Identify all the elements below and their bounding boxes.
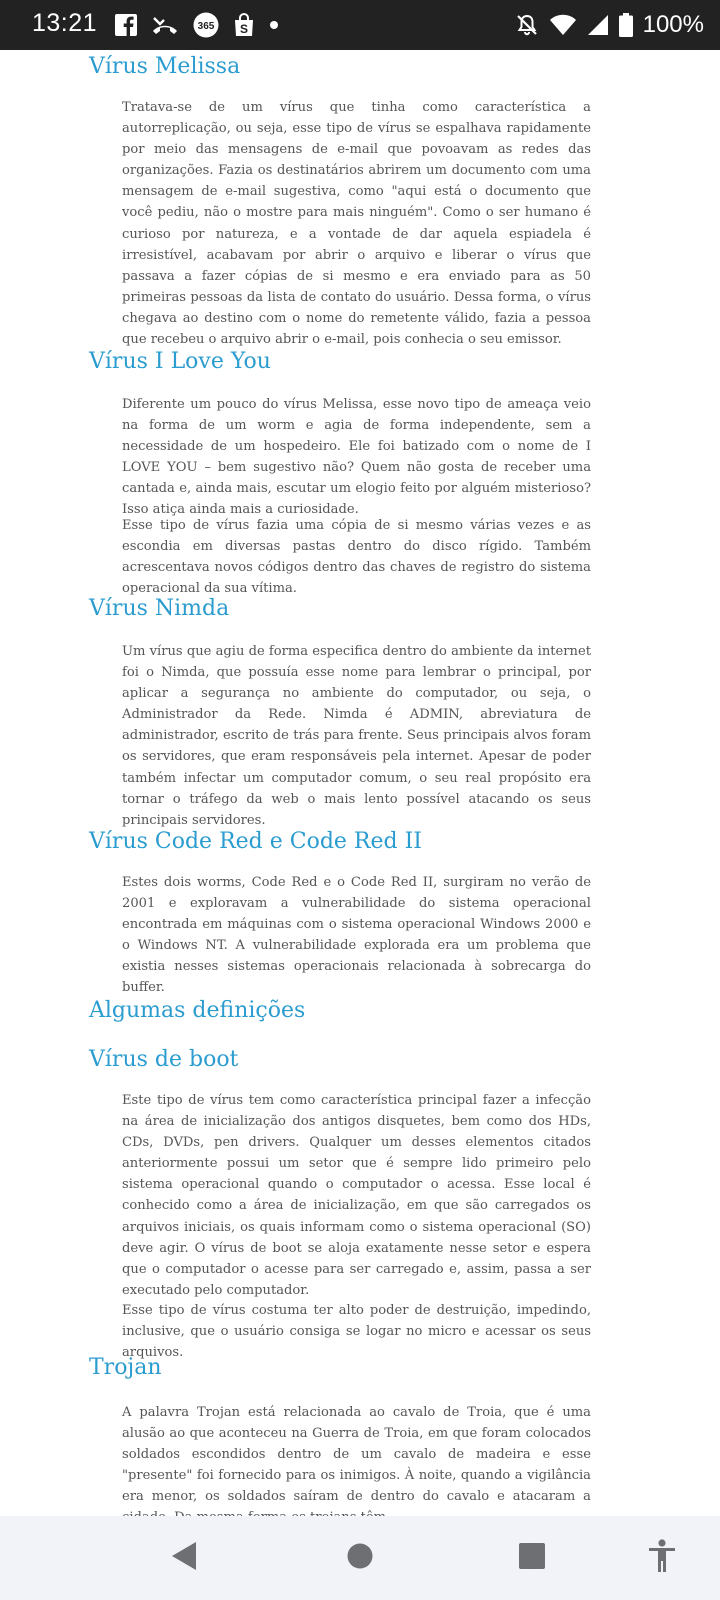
accessibility-icon xyxy=(647,1539,677,1577)
app-365-icon xyxy=(193,12,219,38)
paragraph-i-love-you-2: Esse tipo de vírus fazia uma cópia de si mesmo várias vezes e as escondia em diversas pastas dentro do disco rígido. Também acrescentava novos códigos dentro das chaves de registro do sistema operacional da sua vítima. xyxy=(122,518,591,597)
back-button[interactable] xyxy=(164,1538,204,1578)
back-icon xyxy=(170,1541,198,1575)
system-icons xyxy=(515,10,704,40)
section-heading-definicoes: Algumas definições xyxy=(89,998,306,1023)
battery-percent: 100% xyxy=(642,11,704,38)
accessibility-button[interactable] xyxy=(642,1538,682,1578)
article-content[interactable] xyxy=(0,50,720,1516)
status-time: 13:21 xyxy=(32,9,98,37)
section-heading-nimda: Vírus Nimda xyxy=(89,596,230,621)
section-heading-boot: Vírus de boot xyxy=(89,1047,239,1072)
section-heading-melissa: Vírus Melissa xyxy=(89,54,241,79)
svg-text:S: S xyxy=(239,22,249,36)
paragraph-boot-1: Este tipo de vírus tem como característica principal fazer a infecção na área de inicialização dos antigos disquetes, bem como dos HDs, CDs, DVDs, pen drivers. Qualquer um desses elementos citados anteriormente possui um setor que é sempre lido primeiro pelo sistema operacional quando o computador o acessa. Esse local é conhecido como a área de inicialização, em que são carregados os arquivos iniciais, os quais informam como o sistema operacional (SO) deve agir. O vírus de boot se aloja exatamente nesse setor e espera que o computador o acesse para ser carregado e, assim, passa a ser executado pelo computador. xyxy=(122,1093,591,1298)
notification-icons xyxy=(115,12,279,38)
section-heading-code-red: Vírus Code Red e Code Red II xyxy=(89,829,422,854)
signal-icon xyxy=(587,14,609,36)
paragraph-i-love-you-1: Diferente um pouco do vírus Melissa, esse novo tipo de ameaça veio na forma de um worm e agia de forma independente, sem a necessidade de um hospedeiro. Ele foi batizado com o nome de I LOVE YOU – bem sugestivo não? Quem não gosta de receber uma cantada e, ainda mais, escutar um elogio feito por alguém misterioso? Isso atiça ainda mais a curiosidade. xyxy=(122,397,591,518)
wifi-icon xyxy=(549,14,577,36)
paragraph-nimda-1: Um vírus que agiu de forma especifica dentro do ambiente da internet foi o Nimda, que possuía esse nome para lembrar o principal, por aplicar a segurança no ambiente do computador, ou seja, o Administrador da Rede. Nimda é ADMIN, abreviatura de administrador, escrito de trás para frente. Seus principais alvos foram os servidores, que eram responsáveis pela internet. Apesar de poder também infectar um computador comum, o seu real propósito era tornar o tráfego da web o mais lento possível atacando os seus principais servidores. xyxy=(122,644,591,828)
dot-icon xyxy=(269,20,279,30)
navigation-bar xyxy=(0,1516,720,1600)
status-bar xyxy=(0,0,720,50)
battery-icon xyxy=(619,13,633,37)
section-heading-trojan: Trojan xyxy=(89,1355,162,1380)
paragraph-boot-2: Esse tipo de vírus costuma ter alto poder de destruição, impedindo, inclusive, que o usuário consiga se logar no micro e acessar os seus arquivos. xyxy=(122,1303,591,1361)
missed-call-icon xyxy=(151,14,179,36)
home-button[interactable] xyxy=(340,1538,380,1578)
facebook-icon xyxy=(115,14,137,36)
section-heading-i-love-you: Vírus I Love You xyxy=(89,349,271,374)
recents-button[interactable] xyxy=(512,1538,552,1578)
shopping-bag-icon xyxy=(233,13,255,37)
recents-icon xyxy=(518,1542,546,1574)
bell-off-icon xyxy=(515,13,539,37)
paragraph-code-red-1: Estes dois worms, Code Red e o Code Red II, surgiram no verão de 2001 e exploravam a vulnerabilidade do sistema operacional encontrada em máquinas com o sistema operacional Windows 2000 e o Windows NT. A vulnerabilidade explorada era um problema que existia nesses sistemas operacionais relacionada à sobrecarga do buffer. xyxy=(122,875,591,996)
svg-text:365: 365 xyxy=(197,21,215,32)
paragraph-melissa-1: Tratava-se de um vírus que tinha como característica a autorreplicação, ou seja, esse tipo de vírus se espalhava rapidamente por meio das mensagens de e-mail que povoavam as redes das organizações. Fazia os destinatários abrirem um documento com uma mensagem de e-mail sugestiva, como "aqui está o documento que você pediu, não o mostre para mais ninguém". Como o ser humano é curioso por natureza, e a vontade de dar aquela espiadela é irresistível, acabavam por abrir o arquivo e liberar o vírus que passava a fazer cópias de si mesmo e era enviado para as 50 primeiras pessoas da lista de contato do usuário. Dessa forma, o vírus chegava ao destino com o nome do remetente válido, fazia a pessoa que recebeu o arquivo abrir o e-mail, pois conhecia o seu emissor. xyxy=(122,100,591,348)
home-icon xyxy=(346,1542,374,1574)
paragraph-trojan-1: A palavra Trojan está relacionada ao cavalo de Troia, que é uma alusão ao que aconteceu na Guerra de Troia, em que foram colocados soldados escondidos dentro de um cavalo de madeira e esse "presente" foi fornecido para os inimigos. À noite, quando a vigilância era menor, os soldados saíram de dentro do cavalo e atacaram a xyxy=(122,1405,591,1505)
